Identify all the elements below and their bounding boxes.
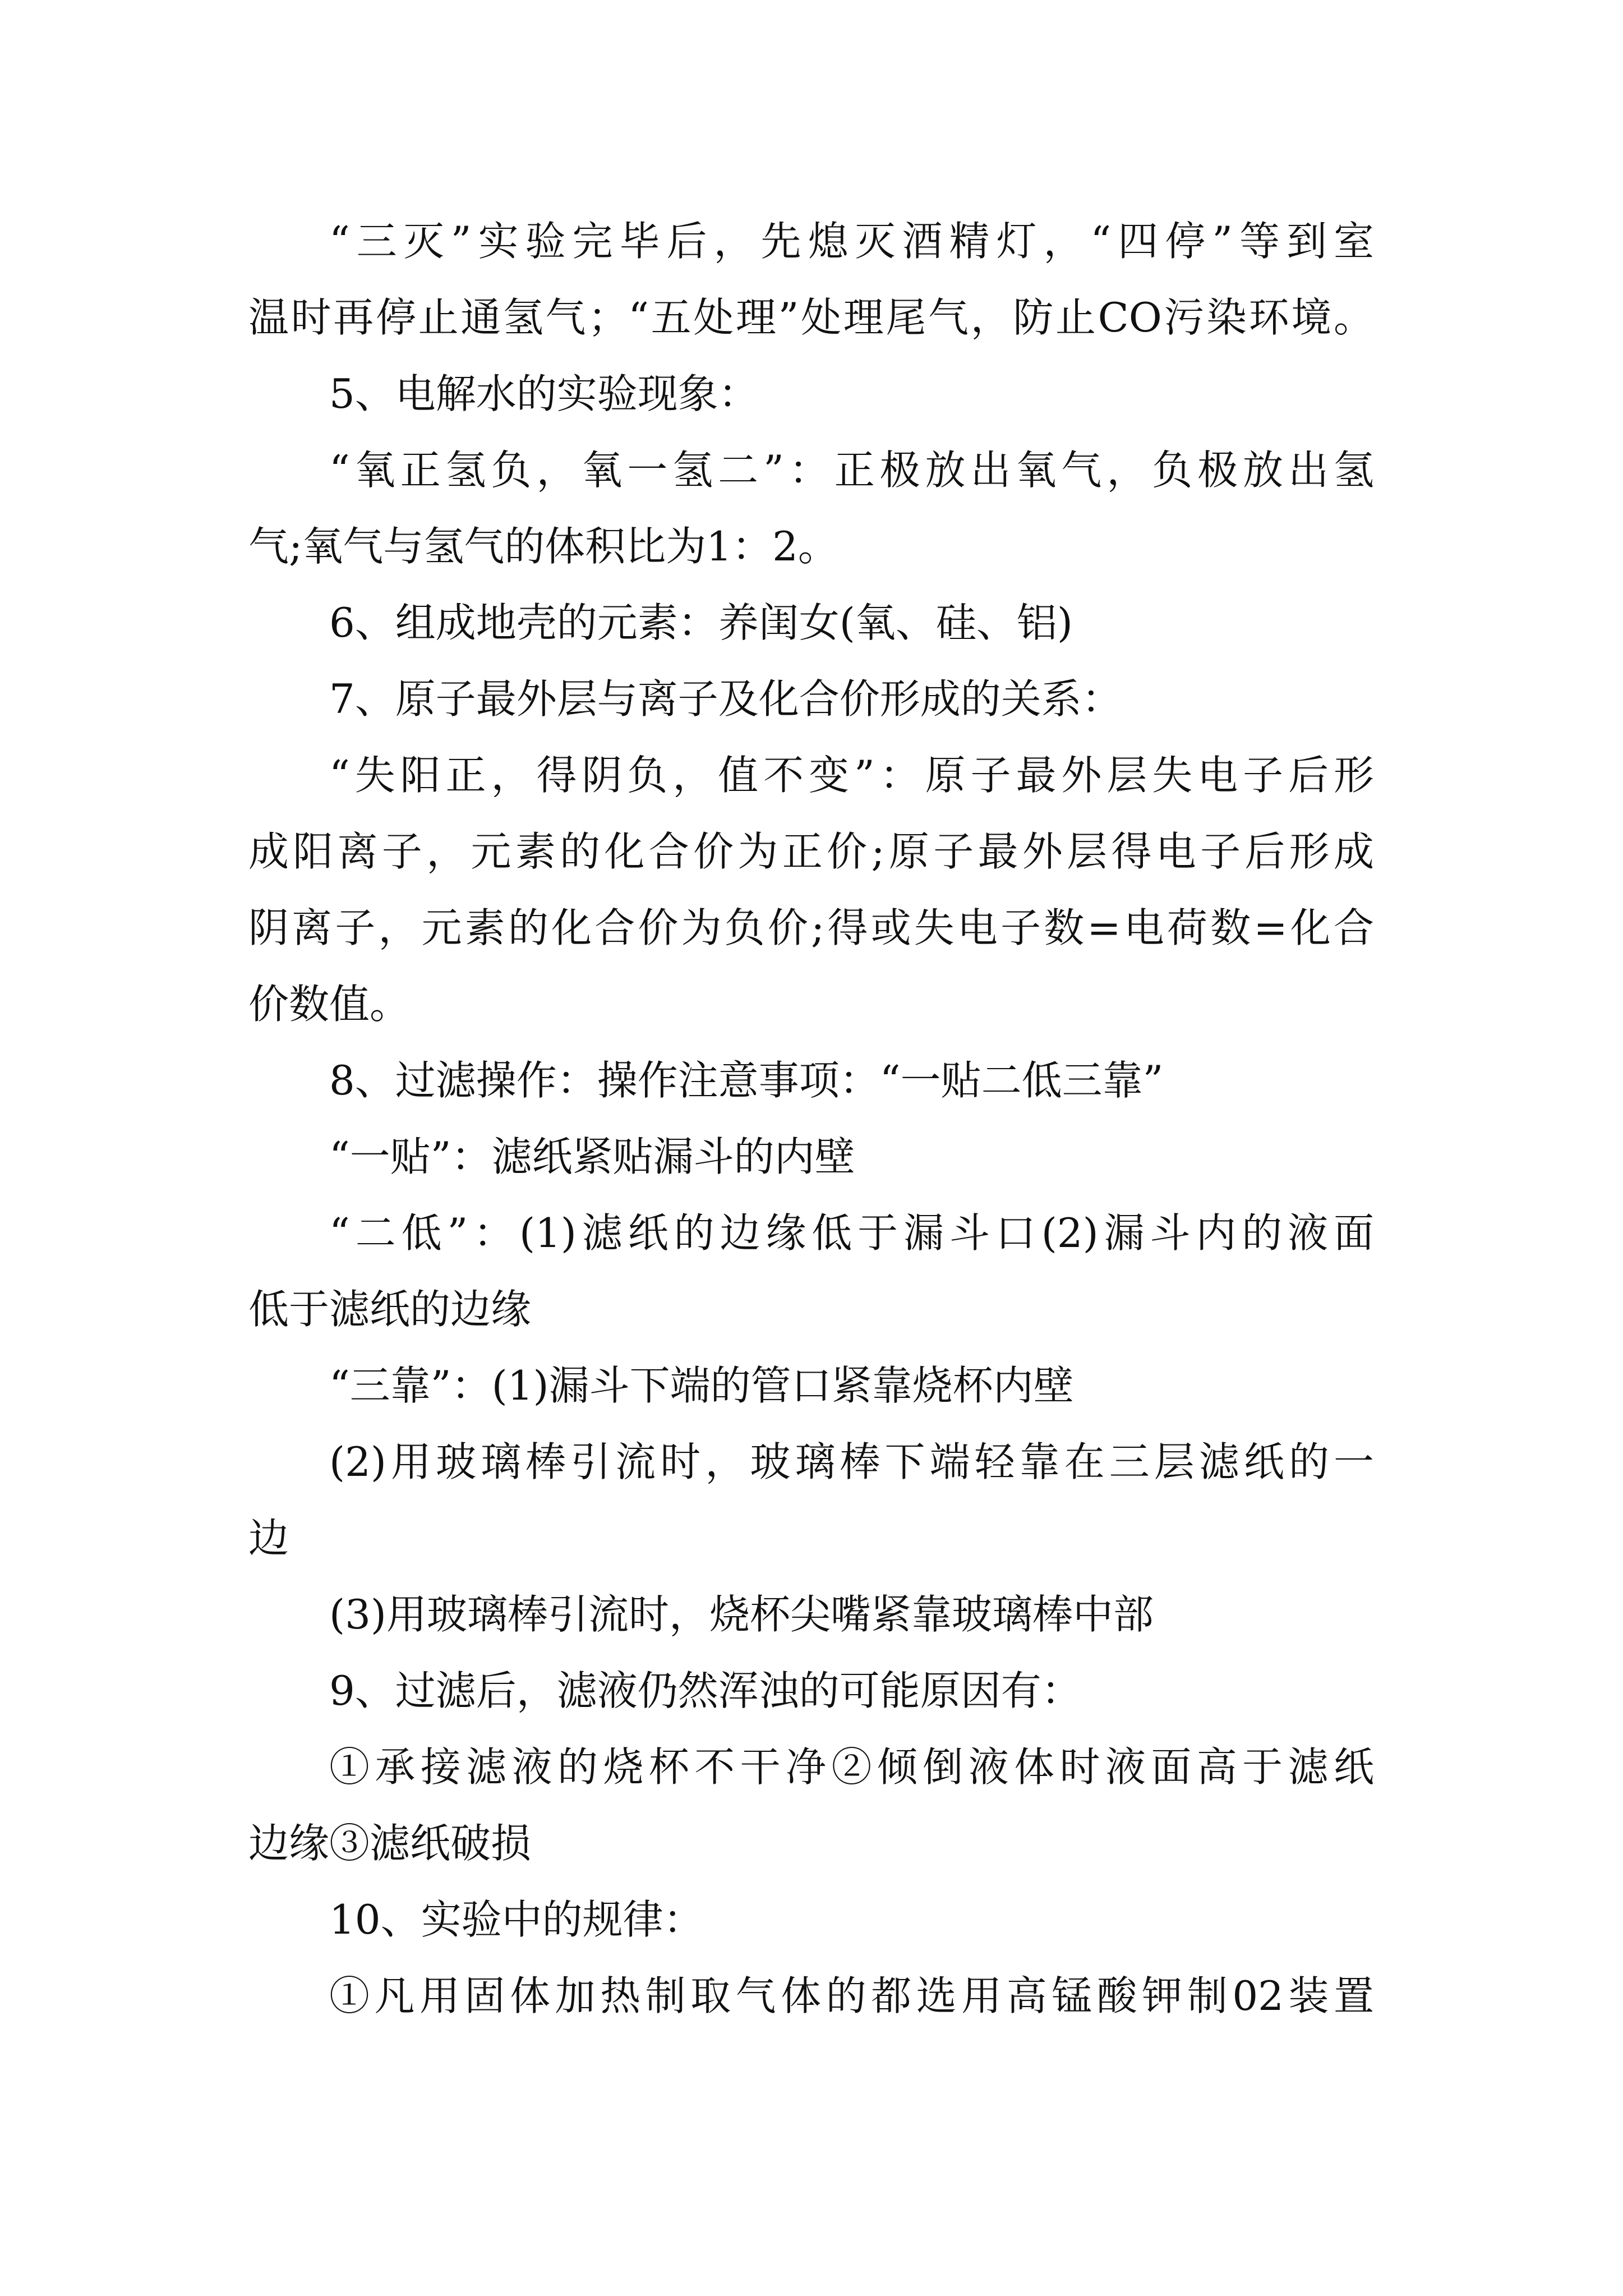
text-line: 气;氧气与氢气的体积比为1：2。 (248, 523, 838, 570)
text-line: 低于滤纸的边缘 (248, 1286, 532, 1333)
document-body (248, 203, 1374, 2034)
section-heading-5: 5、电解水的实验现象： (329, 370, 759, 417)
section-heading-10: 10、实验中的规律： (329, 1896, 704, 1943)
text-line: “三灭”实验完毕后，先熄灭酒精灯，“四停”等到室 (329, 218, 1374, 265)
section-heading-8: 8、过滤操作：操作注意事项：“一贴二低三靠” (329, 1057, 1164, 1104)
text-line: 边 (248, 1515, 289, 1562)
text-line: (3)用玻璃棒引流时，烧杯尖嘴紧靠玻璃棒中部 (329, 1591, 1154, 1638)
text-line: 成阳离子，元素的化合价为正价;原子最外层得电子后形成 (248, 828, 1374, 875)
text-line: ①承接滤液的烧杯不干净②倾倒液体时液面高于滤纸 (329, 1743, 1374, 1791)
text-line: “一贴”：滤纸紧贴漏斗的内壁 (329, 1133, 855, 1180)
text-line: 边缘③滤纸破损 (248, 1820, 532, 1867)
text-line: “二低”：(1)滤纸的边缘低于漏斗口(2)漏斗内的液面 (329, 1209, 1374, 1257)
text-line: (2)用玻璃棒引流时，玻璃棒下端轻靠在三层滤纸的一 (329, 1438, 1374, 1485)
section-heading-9: 9、过滤后，滤液仍然浑浊的可能原因有： (329, 1667, 1082, 1714)
text-line: “失阳正，得阴负，值不变”：原子最外层失电子后形 (329, 752, 1374, 799)
text-line: 阴离子，元素的化合价为负价;得或失电子数=电荷数=化合 (248, 904, 1374, 951)
text-line: 温时再停止通氢气；“五处理”处理尾气，防止CO污染环境。 (248, 294, 1374, 341)
section-heading-7: 7、原子最外层与离子及化合价形成的关系： (329, 675, 1122, 723)
text-line: 价数值。 (248, 981, 411, 1028)
text-line: ①凡用固体加热制取气体的都选用高锰酸钾制02装置 (329, 1972, 1374, 2019)
section-heading-6: 6、组成地壳的元素：养闺女(氧、硅、铝) (329, 599, 1073, 646)
text-line: “三靠”：(1)漏斗下端的管口紧靠烧杯内壁 (329, 1362, 1074, 1409)
text-line: “氧正氢负，氧一氢二”：正极放出氧气，负极放出氢 (329, 447, 1374, 494)
